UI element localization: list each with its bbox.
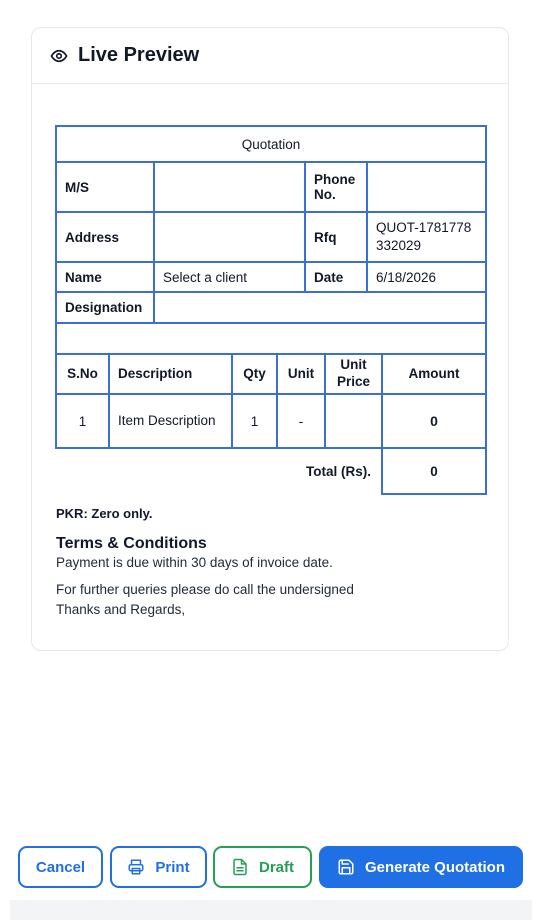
preview-title: Live Preview <box>78 44 200 66</box>
cancel-label: Cancel <box>35 858 86 876</box>
date-value: 6/18/2026 <box>367 262 486 292</box>
phone-value <box>367 162 486 212</box>
amount-in-words: PKR: Zero only. <box>56 506 153 521</box>
items-header-row <box>56 354 486 394</box>
item-unit: - <box>277 394 325 448</box>
rfq-value: QUOT-1781778332029 <box>367 212 486 262</box>
print-button[interactable] <box>110 846 207 888</box>
terms-title: Terms & Conditions <box>56 535 207 552</box>
item-amount: 0 <box>382 394 486 448</box>
address-value <box>154 212 305 262</box>
quotation-heading: Quotation <box>56 126 486 162</box>
name-label: Name <box>56 262 154 292</box>
quotation-document <box>55 125 485 495</box>
rfq-label: Rfq <box>305 212 367 262</box>
item-description: Item Description <box>109 394 232 448</box>
quotation-table <box>55 125 487 495</box>
col-unit-price: Unit Price <box>325 354 382 394</box>
designation-label: Designation <box>56 292 154 323</box>
live-preview-card <box>31 27 509 651</box>
generate-label: Generate Quotation <box>364 858 506 876</box>
spacer-row <box>56 323 486 354</box>
address-label: Address <box>56 212 154 262</box>
item-qty: 1 <box>232 394 277 448</box>
item-sno: 1 <box>56 394 109 448</box>
col-sno: S.No <box>56 354 109 394</box>
draft-label: Draft <box>258 858 294 876</box>
table-row <box>56 394 486 448</box>
printer-icon <box>127 858 145 876</box>
save-icon <box>337 858 355 876</box>
ms-label: M/S <box>56 162 154 212</box>
col-amount: Amount <box>382 354 486 394</box>
draft-button[interactable] <box>213 846 312 888</box>
total-label: Total (Rs). <box>306 464 371 479</box>
file-text-icon <box>231 858 249 876</box>
terms-line: Payment is due within 30 days of invoice date. <box>56 555 333 570</box>
col-unit: Unit <box>277 354 325 394</box>
designation-value <box>154 292 486 323</box>
eye-icon <box>50 47 68 65</box>
card-header <box>32 28 508 84</box>
client-name-value: Select a client <box>154 262 305 292</box>
col-qty: Qty <box>232 354 277 394</box>
bottom-strip <box>10 900 532 920</box>
generate-quotation-button[interactable] <box>319 846 523 888</box>
terms-line: For further queries please do call the undersigned <box>56 582 354 597</box>
col-description: Description <box>109 354 232 394</box>
total-row <box>56 448 486 494</box>
ms-value <box>154 162 305 212</box>
date-label: Date <box>305 262 367 292</box>
item-unit-price <box>325 394 382 448</box>
print-label: Print <box>155 858 190 876</box>
total-value: 0 <box>382 448 486 494</box>
phone-label: Phone No. <box>305 162 367 212</box>
terms-line: Thanks and Regards, <box>56 602 186 617</box>
cancel-button[interactable] <box>18 846 103 888</box>
